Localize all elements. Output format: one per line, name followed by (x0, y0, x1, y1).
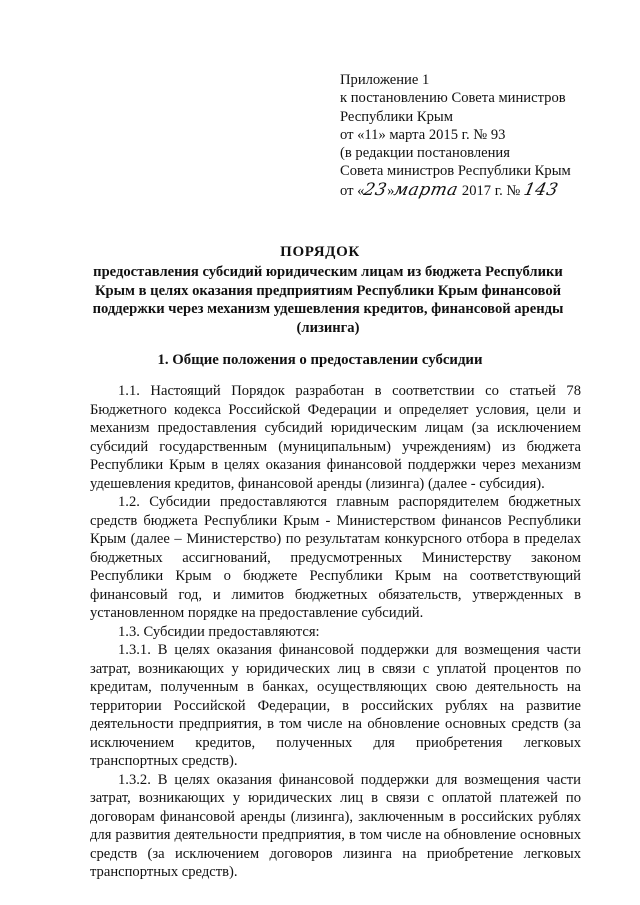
paragraph-1-2: 1.2. Субсидии предоставляются главным распорядителем бюджетных средств бюджета Республики Крым - Министерством финансов Республики Крым (далее – Министерство) по результатам конкурсного отбора в пределах бюджетных ассигнований, предусмотренных Министерству законом Республики Крым о бюджете Республики Крым на соответствующий финансовый год, и лимитов бюджетных обязательств, утвержденных в установленном порядке на предоставление субсидий. (90, 494, 581, 621)
appendix-edition-date-line (340, 181, 630, 200)
handwritten-day: 23 (362, 179, 390, 200)
appendix-line: Республики Крым (340, 108, 453, 125)
edition-prefix: от « (340, 182, 365, 199)
paragraph-1-3-2: 1.3.2. В целях оказания финансовой поддержки для возмещения части затрат, возникающих у юридических лиц в связи с оплатой платежей по договорам финансовой аренды (лизинга), заключенным в российских рублях для развития деятельности предприятия, в том числе на обновление основных средств (за исключением договоров лизинга на приобретение легковых транспортных средств). (90, 771, 581, 880)
paragraph-1-1: 1.1. Настоящий Порядок разработан в соответствии со статьей 78 Бюджетного кодекса Российской Федерации и определяет условия, цели и механизм предоставления субсидий юридическим лицам (за исключением субсидий государственным (муниципальным) учреждениям) из бюджета Республики Крым в целях оказания финансовой поддержки через механизм удешевления кредитов, финансовой аренды (лизинга) (далее - субсидия). (90, 383, 581, 492)
appendix-line: от «11» марта 2015 г. № 93 (340, 126, 506, 143)
appendix-line: Совета министров Республики Крым (340, 163, 571, 180)
document-subtitle: предоставления субсидий юридическим лицам из бюджета Республики Крым в целях оказания предприятиям Республики Крым финансовой поддержки через механизм удешевления кредитов, финансовой аренды (лизинга) (92, 264, 564, 336)
edition-sep: » (387, 182, 395, 199)
paragraph-1-3-1: 1.3.1. В целях оказания финансовой поддержки для возмещения части затрат, возникающих у юридических лиц в связи с уплатой процентов по кредитам, полученным в банках, осуществляющих свою деятельность на территории Российской Федерации, в российских рублях на развитие деятельности предприятия, в том числе на обновление основных средств (за исключением кредитов, полученных для приобретения легковых транспортных средств). (90, 642, 581, 769)
handwritten-month: марта (392, 179, 461, 200)
document-title: ПОРЯДОК (280, 244, 360, 260)
paragraph-1-3: 1.3. Субсидии предоставляются: (118, 623, 320, 640)
document-body (90, 382, 581, 882)
appendix-header (340, 71, 630, 200)
appendix-line: к постановлению Совета министров (340, 90, 566, 107)
appendix-line: Приложение 1 (340, 72, 430, 88)
edition-year: 2017 г. № (461, 182, 521, 199)
appendix-line: (в редакции постановления (340, 145, 510, 162)
handwritten-number: 143 (521, 179, 561, 200)
section-heading: 1. Общие положения о предоставлении субсидии (157, 352, 483, 368)
